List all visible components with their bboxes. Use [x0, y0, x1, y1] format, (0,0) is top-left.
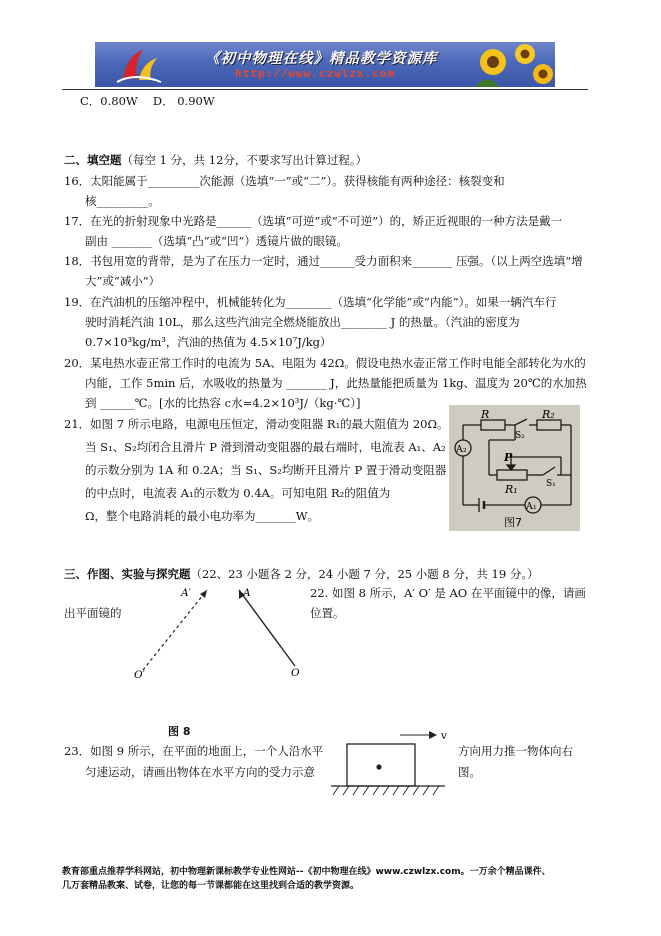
q21-line4: 的中点时，电流表 A₁的示数为 0.4A。可知电阻 R₂的阻值为 — [85, 486, 391, 500]
center-dot — [376, 764, 381, 769]
q20-line1: 20．某电热水壶正常工作时的电流为 5A、电阻为 42Ω。假设电热水壶正常工作时电能全部转化为水的 — [64, 356, 586, 370]
label-R2: R₂ — [542, 408, 555, 421]
label-R: R — [481, 408, 490, 421]
circuit-diagram — [449, 405, 580, 531]
q16-line2: 核_________。 — [85, 194, 160, 208]
logo-icon — [117, 50, 161, 82]
label-A: A — [243, 587, 251, 599]
q17-line1: 17．在光的折射现象中光路是______（选填“可逆”或“不可逆”）的，矫正近视眼的一种方法是戴一 — [64, 214, 563, 228]
label-A2: A₂ — [456, 444, 467, 455]
section2-heading — [64, 150, 367, 170]
banner-title: 《初中物理在线》精品教学资源库 — [205, 50, 438, 67]
label-v: v — [441, 730, 447, 742]
figure9 — [325, 725, 455, 800]
q21-line1: 21．如图 7 所示电路，电源电压恒定，滑动变阻器 R₁的最大阻值为 20Ω。 — [64, 417, 449, 431]
section3-note: （22、23 小题各 2 分，24 小题 7 分，25 小题 8 分，共 19 分。） — [190, 567, 539, 581]
label-S2: S₂ — [515, 431, 525, 441]
q20-line3: 到 ______℃。[水的比热容 c水=4.2×10³J/（kg·℃）] — [85, 396, 361, 410]
footer-line1: 教育部重点推荐学科网站，初中物理新课标教学专业性网站--《初中物理在线》www.czwlzx.com。一万余个精品课件、 — [62, 867, 551, 877]
q22-right-line1: 22. 如图 8 所示，A′ O′ 是 AO 在平面镜中的像，请画 — [310, 586, 586, 600]
footer-line2: 几万套精品教案、试卷，让您的每一节课都能在这里找到合适的教学资源。 — [62, 881, 360, 891]
fig7-caption: 图7 — [504, 516, 522, 529]
q23-right-line1: 方向用力推一物体向右 — [458, 744, 573, 758]
label-S1: S₁ — [546, 479, 556, 489]
q20-line2: 内能，工作 5min 后，水吸收的热量为 _______ J，此热量能把质量为 1kg、温度为 20℃的水加热 — [85, 376, 587, 390]
banner-url[interactable]: http://www.czwlzx.com — [235, 67, 396, 80]
q21-line3: 的示数分别为 1A 和 0.2A；当 S₁、S₂均断开且滑片 P 置于滑动变阻器 — [85, 463, 447, 477]
fig8-caption: 图 8 — [168, 725, 191, 738]
q16-line1: 16．太阳能属于_________次能源（选填“一”或“二”）。获得核能有两种途径：核裂变和 — [64, 174, 505, 188]
q19-line2: 驶时消耗汽油 10L，那么这些汽油完全燃烧能放出________ J 的热量。（汽油的密度为 — [85, 315, 520, 329]
label-O: O — [291, 667, 300, 679]
sunflower-icon — [475, 44, 553, 87]
q18-line1: 18．书包用宽的背带，是为了在压力一定时，通过______受力面积来_______ 压强。（以上两空选填“增 — [64, 254, 583, 268]
label-R1: R₁ — [505, 483, 518, 496]
q18-line2: 大”或“减小”） — [85, 274, 161, 288]
label-A-prime: A′ — [181, 587, 191, 599]
q17-line2: 副由 _______（选填“凸”或“凹”）透镜片做的眼镜。 — [85, 234, 348, 248]
section3-heading — [64, 564, 539, 584]
q19-line3: 0.7×10³kg/m³，汽油的热值为 4.5×10⁷J/kg） — [85, 335, 332, 349]
q23-left-line2: 匀速运动，请画出物体在水平方向的受力示意 — [85, 765, 315, 779]
prev-options: C．0.80W D． 0.90W — [80, 94, 215, 108]
header-rule — [62, 89, 588, 90]
q23-left-line1: 23．如图 9 所示，在平面的地面上，一个人沿水平 — [64, 744, 324, 758]
figure8 — [125, 582, 310, 732]
q19-line1: 19．在汽油机的压缩冲程中，机械能转化为________（选填“化学能”或“内能”）。如果一辆汽车行 — [64, 295, 557, 309]
label-P: P — [504, 451, 513, 464]
q21-line5: Ω，整个电路消耗的最小电功率为_______W。 — [85, 509, 320, 523]
q22-left: 出平面镜的 — [64, 606, 122, 620]
q23-right-line2: 图。 — [458, 765, 481, 779]
label-O-prime: O′ — [134, 669, 145, 681]
section2-note: （每空 1 分，共 12分，不要求写出计算过程。） — [121, 153, 368, 167]
q22-right-line2: 位置。 — [310, 606, 345, 620]
label-A1: A₁ — [526, 501, 537, 512]
header-banner — [95, 42, 555, 87]
q21-line2: 当 S₁、S₂均闭合且滑片 P 滑到滑动变阻器的最右端时，电流表 A₁、A₂ — [85, 440, 446, 454]
fig8-caption-clip — [168, 722, 208, 738]
section3-title: 三、作图、实验与探究题 — [64, 567, 191, 581]
section2-title: 二、填空题 — [64, 153, 122, 167]
figure7 — [449, 405, 580, 531]
